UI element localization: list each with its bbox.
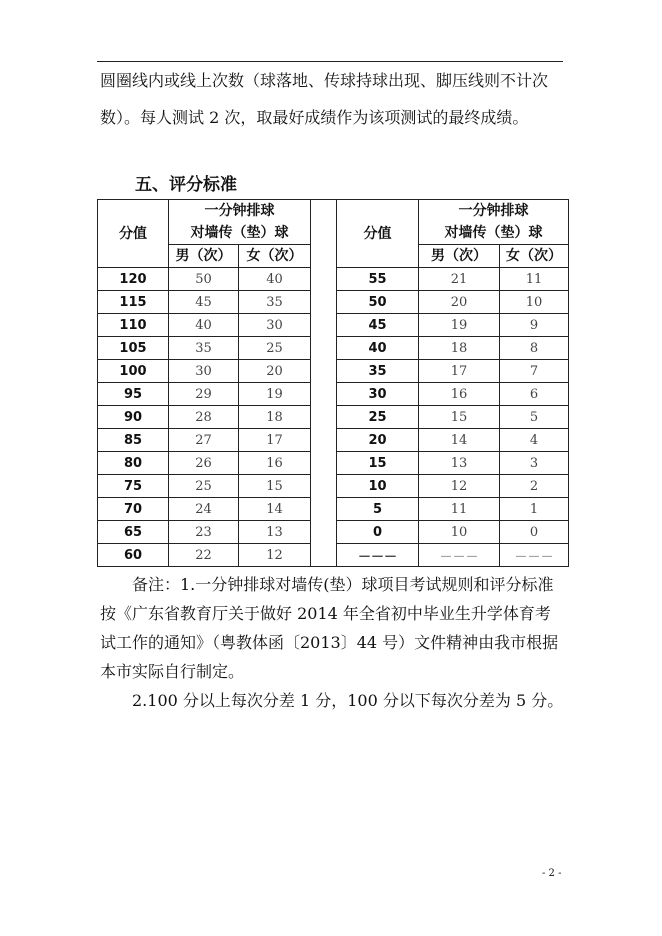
- female-count-cell: 6: [500, 383, 569, 406]
- header-event-line1: 一分钟排球: [458, 203, 529, 219]
- male-count-cell: 23: [169, 521, 239, 544]
- female-count-cell: 11: [500, 268, 569, 291]
- intro-paragraph: 圆圈线内或线上次数（球落地、传球持球出现、脚压线则不计次数）。每人测试 2 次，取最好成绩作为该项测试的最终成绩。: [100, 71, 549, 127]
- female-count-cell: 35: [239, 291, 311, 314]
- score-cell: 60: [98, 544, 169, 567]
- header-event: [169, 200, 311, 245]
- male-count-cell: 11: [419, 498, 500, 521]
- score-cell: 25: [337, 406, 419, 429]
- score-cell: 10: [337, 475, 419, 498]
- female-count-cell: 18: [239, 406, 311, 429]
- note-1: 备注：1.一分钟排球对墙传(垫）球项目考试规则和评分标准按《广东省教育厅关于做好 2014 年全省初中毕业生升学体育考试工作的通知》（粤教体函〔2013〕44 号）文件精神由我市根据本市实际自行制定。: [100, 575, 559, 681]
- male-count-cell: 21: [419, 268, 500, 291]
- female-count-cell: 12: [239, 544, 311, 567]
- female-count-cell: 10: [500, 291, 569, 314]
- header-score: 分值: [98, 200, 169, 268]
- male-count-cell: 10: [419, 521, 500, 544]
- female-count-cell: 19: [239, 383, 311, 406]
- score-cell: 5: [337, 498, 419, 521]
- male-count-cell: 28: [169, 406, 239, 429]
- score-cell: 40: [337, 337, 419, 360]
- male-count-cell: 50: [169, 268, 239, 291]
- male-count-cell: 12: [419, 475, 500, 498]
- female-count-cell: 8: [500, 337, 569, 360]
- female-count-cell: －－－: [500, 544, 569, 567]
- male-count-cell: 27: [169, 429, 239, 452]
- male-count-cell: 45: [169, 291, 239, 314]
- score-cell: 55: [337, 268, 419, 291]
- female-count-cell: 16: [239, 452, 311, 475]
- female-count-cell: 5: [500, 406, 569, 429]
- table-gap: [311, 200, 337, 567]
- score-cell: 95: [98, 383, 169, 406]
- score-cell: 15: [337, 452, 419, 475]
- score-cell: 30: [337, 383, 419, 406]
- male-count-cell: 14: [419, 429, 500, 452]
- header-event-line1: 一分钟排球: [204, 203, 275, 219]
- female-count-cell: 9: [500, 314, 569, 337]
- score-cell: 65: [98, 521, 169, 544]
- header-male: 男（次）: [169, 245, 239, 268]
- score-cell: 35: [337, 360, 419, 383]
- male-count-cell: 26: [169, 452, 239, 475]
- score-cell: 100: [98, 360, 169, 383]
- male-count-cell: 25: [169, 475, 239, 498]
- female-count-cell: 30: [239, 314, 311, 337]
- female-count-cell: 1: [500, 498, 569, 521]
- female-count-cell: 14: [239, 498, 311, 521]
- score-cell: 45: [337, 314, 419, 337]
- female-count-cell: 25: [239, 337, 311, 360]
- section-heading: 五、评分标准: [135, 175, 237, 195]
- male-count-cell: 15: [419, 406, 500, 429]
- female-count-cell: 40: [239, 268, 311, 291]
- female-count-cell: 2: [500, 475, 569, 498]
- male-count-cell: 35: [169, 337, 239, 360]
- score-cell: 110: [98, 314, 169, 337]
- male-count-cell: 24: [169, 498, 239, 521]
- male-count-cell: 22: [169, 544, 239, 567]
- header-female-right: 女（次）: [500, 245, 569, 268]
- score-cell: 80: [98, 452, 169, 475]
- male-count-cell: 29: [169, 383, 239, 406]
- male-count-cell: 40: [169, 314, 239, 337]
- male-count-cell: 17: [419, 360, 500, 383]
- header-male-right: 男（次）: [419, 245, 500, 268]
- male-count-cell: 16: [419, 383, 500, 406]
- score-cell: 85: [98, 429, 169, 452]
- score-cell: 70: [98, 498, 169, 521]
- female-count-cell: 0: [500, 521, 569, 544]
- score-cell: 0: [337, 521, 419, 544]
- score-cell: 115: [98, 291, 169, 314]
- note-2: 2.100 分以上每次分差 1 分，100 分以下每次分差为 5 分。: [132, 691, 564, 710]
- female-count-cell: 15: [239, 475, 311, 498]
- score-cell: 120: [98, 268, 169, 291]
- header-score-right: 分值: [337, 200, 419, 268]
- score-cell: 90: [98, 406, 169, 429]
- header-event-line2: 对墙传（垫）球: [190, 225, 289, 241]
- header-event-line2: 对墙传（垫）球: [444, 225, 543, 241]
- score-cell: 105: [98, 337, 169, 360]
- score-cell: 20: [337, 429, 419, 452]
- score-cell: 50: [337, 291, 419, 314]
- page-number: - 2 -: [542, 868, 562, 879]
- female-count-cell: 7: [500, 360, 569, 383]
- header-female: 女（次）: [239, 245, 311, 268]
- score-cell: 75: [98, 475, 169, 498]
- female-count-cell: 4: [500, 429, 569, 452]
- male-count-cell: 13: [419, 452, 500, 475]
- female-count-cell: 3: [500, 452, 569, 475]
- header-event-right: [419, 200, 569, 245]
- male-count-cell: 18: [419, 337, 500, 360]
- male-count-cell: 30: [169, 360, 239, 383]
- score-cell: －－－: [337, 544, 419, 567]
- female-count-cell: 17: [239, 429, 311, 452]
- male-count-cell: －－－: [419, 544, 500, 567]
- scoring-table: [97, 199, 569, 567]
- female-count-cell: 13: [239, 521, 311, 544]
- male-count-cell: 19: [419, 314, 500, 337]
- male-count-cell: 20: [419, 291, 500, 314]
- female-count-cell: 20: [239, 360, 311, 383]
